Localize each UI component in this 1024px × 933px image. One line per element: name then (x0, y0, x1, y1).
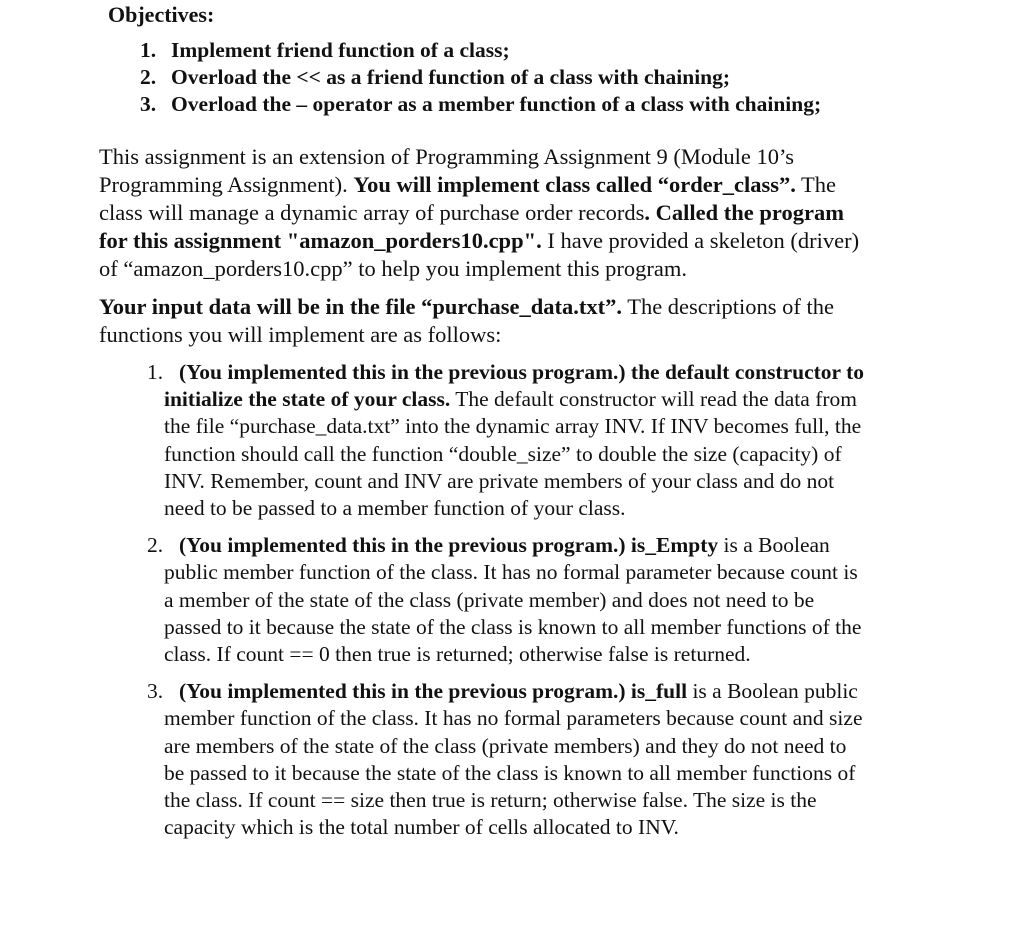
objectives-section (108, 2, 988, 118)
input-file-emphasis: Your input data will be in the file “purchase_data.txt”. (99, 294, 622, 319)
objective-text: Implement friend function of a class; (171, 38, 510, 62)
function-emphasis: (You implemented this in the previous program.) is_Empty (179, 533, 719, 558)
objective-number: 3. (140, 92, 157, 116)
intro-paragraph (99, 143, 929, 283)
function-emphasis: initialize the state of your class. (164, 387, 451, 412)
text-line (147, 359, 929, 386)
function-list (99, 359, 929, 841)
objective-item (140, 64, 988, 91)
text-span: is a Boolean (718, 533, 830, 558)
text-line (99, 199, 929, 227)
text-span: The descriptions of the (621, 294, 835, 319)
function-number: 3. (147, 679, 164, 704)
text-line: function should call the function “double_size” to double the size (capacity) of (164, 441, 842, 466)
text-span: is a Boolean public (687, 679, 858, 704)
text-line: be passed to it because the state of the class is known to all member functions of (164, 760, 856, 785)
text-line: member function of the class. It has no formal parameters because count and size (164, 706, 863, 731)
text-line (147, 678, 929, 705)
objective-text: Overload the – operator as a member function of a class with chaining; (171, 92, 822, 116)
text-line (147, 532, 929, 559)
text-line: class. If count == 0 then true is returned; otherwise false is returned. (164, 642, 751, 667)
text-line: public member function of the class. It has no formal parameter because count is (164, 560, 858, 585)
objective-item (140, 91, 988, 118)
text-line: need to be passed to a member function of your class. (164, 496, 626, 521)
text-line: a member of the state of the class (private member) and does not need to be (164, 587, 815, 612)
function-item-is-empty (99, 532, 929, 668)
assignment-body (99, 143, 929, 841)
function-number: 2. (147, 533, 164, 558)
function-number: 1. (147, 360, 164, 384)
text-line: functions you will implement are as follows: (99, 322, 502, 347)
text-span: Programming Assignment). (99, 172, 354, 197)
objective-number: 2. (140, 65, 157, 89)
text-line (99, 227, 929, 255)
function-item-is-full (99, 678, 929, 841)
program-name-emphasis: . Called the program (644, 200, 844, 225)
text-line: the class. If count == size then true is return; otherwise false. The size is the (164, 788, 817, 813)
input-paragraph (99, 293, 929, 349)
text-line: are members of the state of the class (private members) and they do not need to (164, 733, 847, 758)
function-emphasis: (You implemented this in the previous program.) the default constructor to (179, 360, 864, 384)
objective-number: 1. (140, 38, 157, 62)
text-line: INV. Remember, count and INV are private members of your class and do not (164, 468, 835, 493)
objectives-heading: Objectives: (108, 2, 215, 27)
text-span: The default constructor will read the data from (450, 387, 857, 412)
objective-text: Overload the << as a friend function of a class with chaining; (171, 65, 731, 89)
objectives-list (108, 37, 988, 118)
program-name-emphasis: for this assignment "amazon_porders10.cpp". (99, 228, 542, 253)
function-emphasis: (You implemented this in the previous program.) is_full (179, 679, 688, 704)
text-line: This assignment is an extension of Programming Assignment 9 (Module 10’s (99, 144, 794, 169)
text-span: I have provided a skeleton (driver) (541, 228, 860, 253)
text-span: The (795, 172, 837, 197)
text-line (164, 386, 929, 413)
text-line: capacity which is the total number of cells allocated to INV. (164, 815, 679, 840)
objective-item (140, 37, 988, 64)
text-line: passed to it because the state of the class is known to all member functions of the (164, 614, 862, 639)
text-span: class will manage a dynamic array of purchase order records (99, 200, 645, 225)
text-line: the file “purchase_data.txt” into the dynamic array INV. If INV becomes full, the (164, 414, 862, 439)
text-line: of “amazon_porders10.cpp” to help you implement this program. (99, 256, 687, 281)
text-line (99, 293, 929, 321)
function-item-default-constructor (99, 359, 929, 522)
class-name-emphasis: You will implement class called “order_class”. (353, 172, 796, 197)
text-line (99, 171, 929, 199)
